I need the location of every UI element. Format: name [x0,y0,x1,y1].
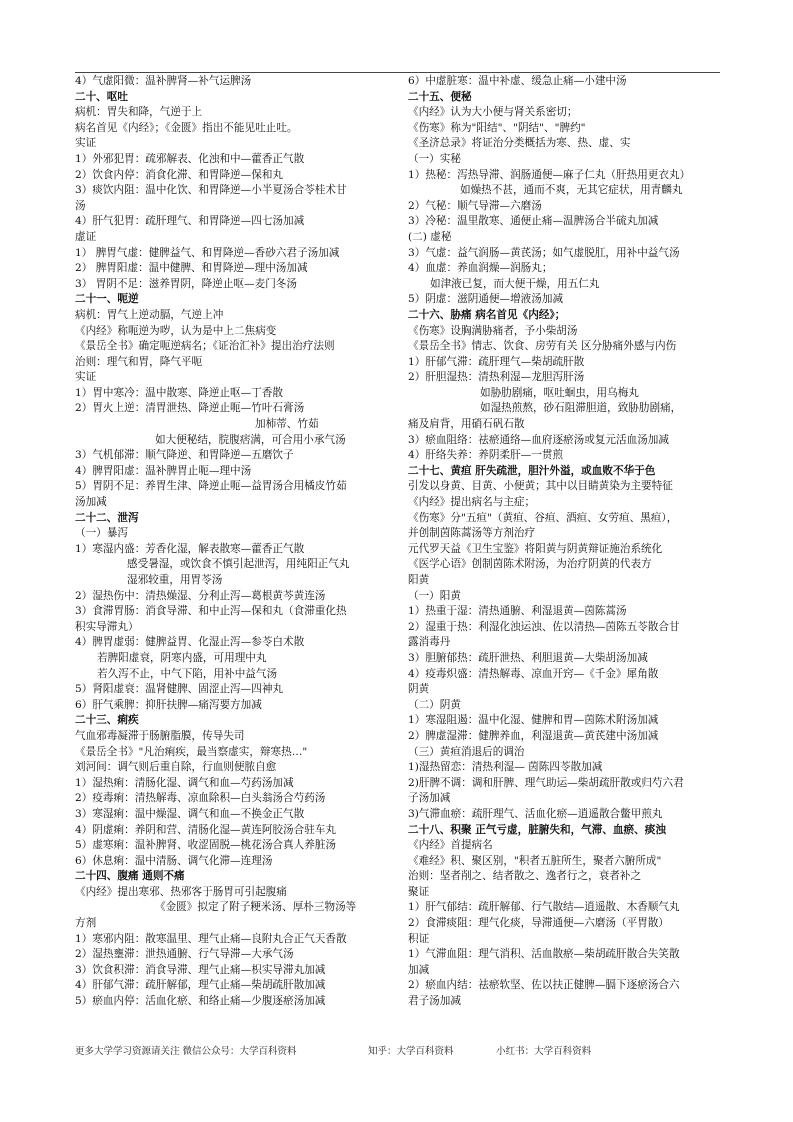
text-line: 3）气机郁滞：顺气降逆、和胃降逆—五磨饮子 [75,449,294,462]
text-line: 1）寒湿内盛：芳香化湿，解表散寒—藿香正气散 [75,542,305,555]
text-line: 3）瘀血阻络：祛瘀通络—血府逐瘀汤或复元活血汤加减 [408,433,669,446]
text-line: 《内经》提出病名与主症； [408,496,536,509]
text-line: 病机：胃失和降，气逆于上 [75,106,203,119]
text-line: 5）肾阳虚衰：温肾健脾、固涩止泻—四神丸 [75,683,284,696]
text-line: 气血邪毒凝滞于肠腑脂膜，传导失司 [75,729,245,742]
section-heading: 二十一、呃逆 [75,293,139,306]
text-line: 加减 [408,963,430,976]
text-line: 如大便秘结，脘腹痞满，可合用小承气汤 [155,433,346,446]
text-line: (二) 虚秘 [408,230,452,243]
text-line: 2）肝胆湿热：清热利湿—龙胆泻肝汤 [408,371,585,384]
text-line: 若脾阳虚衰，阴寒内盛，可用理中丸 [97,651,267,664]
text-line: （三）黄疸消退后的调治 [408,745,525,758]
text-line: 引发以身黄、目黄、小便黄；其中以目睛黄染为主要特征 [408,480,673,493]
text-line: 1） 脾胃气虚：健脾益气、和胃降逆—香砂六君子汤加减 [75,246,340,259]
text-line: 4）肝气犯胃：疏肝理气、和胃降逆—四七汤加减 [75,215,305,228]
text-line: 4）疫毒炽盛：清热解毒、凉血开窍—《千金》犀角散 [408,667,659,680]
text-line: 4）脾胃虚弱：健脾益胃、化湿止泻—参苓白术散 [75,636,305,649]
section-heading: 二十四、腹痛 通则不痛 [75,870,185,883]
section-heading: 二十八、积聚 正气亏虚，脏腑失和，气滞、血瘀、痰浊 [408,823,666,836]
text-line: 感受暑湿，或饮食不慎引起泄泻，用纯阳正气丸 [127,558,350,571]
text-line: 《内经》称呃逆为哕，认为是中上二焦病变 [75,324,277,337]
text-line: 1）热重于湿：清热通腑、利湿退黄—茵陈蒿汤 [408,605,627,618]
text-line: 4）肝络失养：养阴柔肝—一贯煎 [408,449,564,462]
text-line: 3）胆腑郁热：疏肝泄热、利胆退黄—大柴胡汤加减 [408,651,648,664]
text-line: 6）中虚脏寒：温中补虚、缓急止痛—小建中汤 [408,75,627,87]
text-line: 5）瘀血内停：活血化瘀、和络止痛—少腹逐瘀汤加减 [75,995,326,1008]
text-line: 1）热秘：泻热导滞、润肠通便—麻子仁丸（肝热用更衣丸） [408,168,691,181]
text-line: （二）阴黄 [408,698,461,711]
page-footer [75,1043,720,1057]
text-line: 《金匮》拟定了附子粳米汤、厚朴三物汤等 [155,901,357,914]
text-line: （一）暴泻 [75,527,128,540]
text-line: 2）气秘：顺气导滞—六磨汤 [408,199,542,212]
text-line: 4）阴虚痢：养阴和营、清肠化湿—黄连阿胶汤合驻车丸 [75,823,336,836]
text-line: 虚证 [75,230,97,243]
text-line: 2)肝脾不调：调和肝脾、理气助运—柴胡疏肝散或归芍六君 [408,776,684,789]
footer-xiaohongshu: 小红书：大学百科资料 [496,1046,592,1057]
text-line: （一）阳黄 [408,589,461,602]
text-line: 实证 [75,371,97,384]
text-line: 治则：坚者削之、结者散之、逸者行之，衰者补之 [408,870,642,883]
text-line: 《医学心语》创制茵陈术附汤，为治疗阴黄的代表方 [408,558,652,571]
text-line: 1）寒邪内阻：散寒温里、理气止痛—良附丸合正气天香散 [75,932,347,945]
text-line: （一）实秘 [408,152,461,165]
text-line: 1）肝郁气滞：疏肝理气—柴胡疏肝散 [408,355,585,368]
text-line: 4）血虚：养血润燥—润肠丸； [408,262,553,275]
text-line: 2）食滞痰阻：理气化痰，导滞通便—六磨汤（平胃散） [408,917,669,930]
section-heading: 二十三、痢疾 [75,714,139,727]
text-line: 加柿蒂、竹茹 [255,418,319,431]
text-line: 2）湿热壅滞：泄热通腑、行气导滞—大承气汤 [75,948,294,961]
text-line: 5）虚寒痢：温补脾肾、收涩固脱—桃花汤合真人养脏汤 [75,839,336,852]
text-line: 2） 脾胃阳虚：温中健脾、和胃降逆—理中汤加减 [75,262,308,275]
text-line: 积实导滞丸） [75,620,139,633]
footer-zhihu: 知乎：大学百科资料 [368,1046,454,1057]
section-heading: 二十五、便秘 [408,90,472,103]
text-line: 3）痰饮内阻：温中化饮、和胃降逆—小半夏汤合苓桂术甘 [75,184,347,197]
text-line: 子汤加减 [408,792,451,805]
text-line: 治则：理气和胃，降气平呃 [75,355,203,368]
text-line: 并创制茵陈蒿汤等方剂治疗 [408,527,536,540]
right-column [408,74,720,1010]
text-line: 3）饮食积滞：消食导滞、理气止痛—枳实导滞丸加减 [75,963,326,976]
text-line: 1）外邪犯胃：疏邪解表、化浊和中—藿香正气散 [75,152,305,165]
text-line: 1）寒湿阻遏：温中化湿、健脾和胃—茵陈术附汤加减 [408,714,659,727]
text-line: 2）湿重于热：利湿化浊运浊、佐以清热—茵陈五苓散合甘 [408,620,680,633]
text-line: 5）阴虚：滋阴通便—增液汤加减 [408,293,564,306]
text-line: 5）胃阴不足：养胃生津、降逆止呃—益胃汤合用橘皮竹茹 [75,480,347,493]
section-heading: 二十二、泄泻 [75,511,139,524]
left-column [75,74,405,1010]
text-line: 君子汤加减 [408,995,461,1008]
text-line: 1)湿热留恋：清热利湿— 茵陈四苓散加减 [408,761,603,774]
text-line: 4）脾胃阳虚：温补脾胃止呃—理中汤 [75,464,252,477]
section-heading: 二十六、胁痛 病名首见《内经》； [408,308,566,321]
text-line: 痛及肩背，用硝石矾石散 [408,418,525,431]
text-line: 汤 [75,199,86,212]
section-heading: 二十、呕吐 [75,90,128,103]
text-line: 《内经》认为大小便与肾关系密切； [408,106,578,119]
text-line: 如燥热不甚，通而不爽，无其它症状，用青麟丸 [460,184,683,197]
text-line: 2）饮食内停：消食化滞、和胃降逆—保和丸 [75,168,284,181]
text-line: 3）冷秘：温里散寒、通便止痛—温脾汤合半硫丸加减 [408,215,659,228]
text-line: 露消毒丹 [408,636,451,649]
text-line: 病名首见《内经》；《金匮》指出不能见吐止吐。 [75,121,298,134]
text-line: 《内经》提出寒邪、热邪客于肠胃可引起腹痛 [75,885,287,898]
text-line: 2）瘀血内结：祛瘀软坚、佐以扶正健脾—膈下逐瘀汤合六 [408,979,680,992]
text-line: 实证 [75,137,97,150]
footer-wechat: 更多大学学习资源请关注 微信公众号：大学百科资料 [75,1046,297,1057]
text-line: 聚证 [408,885,430,898]
text-line: 如津液已复，而大便干燥，用五仁丸 [430,277,600,290]
text-line: 《伤寒》分"五疸"（黄疸、谷疸、酒疸、女劳疸、黑疸）， [408,511,678,524]
text-line: 《景岳全书》"凡治痢疾，最当察虚实，辩寒热…" [75,745,308,758]
text-line: 2）疫毒痢：清热解毒、凉血除积—白头翁汤合芍药汤 [75,792,326,805]
text-line: 如湿热煎熬，砂石阻滞胆道，致胁肋剧痛， [480,402,682,415]
text-line: 《伤寒》设胸满胁痛者，予小柴胡汤 [408,324,578,337]
text-line: 2）胃火上逆：清胃泄热、降逆止呃—竹叶石膏汤 [75,402,305,415]
text-line: 1）湿热痢：清肠化湿、调气和血—芍药汤加减 [75,776,294,789]
text-line: 如胁肋剧痛，呕吐蛔虫，用乌梅丸 [480,386,639,399]
text-line: 病机：胃气上逆动膈，气逆上冲 [75,308,224,321]
text-line: 1）肝气郁结：疏肝解郁、行气散结—逍遥散、木香顺气丸 [408,901,680,914]
text-line: 2）湿热伤中：清热燥湿、分利止泻—葛根黄芩黄连汤 [75,589,326,602]
text-line: 2）脾虚湿滞：健脾养血，利湿退黄—黄芪建中汤加减 [408,729,659,742]
text-line: 1）气滞血阻：理气消积、活血散瘀—柴胡疏肝散合失笑散 [408,948,680,961]
text-line: 《景岳全书》确定呃逆病名；《证治汇补》提出治疗法则 [75,340,335,353]
text-line: 《圣济总录》将证治分类概括为寒、热、虚、实 [408,137,631,150]
text-line: 3）气虚：益气润肠—黄芪汤；如气虚脱肛，用补中益气汤 [408,246,680,259]
text-line: 《内经》首提病名 [408,839,493,852]
text-line: 4）气虚阳微：温补脾肾—补气运脾汤 [75,75,252,87]
header-rule [75,72,720,73]
text-line: 汤加减 [75,496,107,509]
text-line: 6）肝气乘脾：抑肝扶脾—痛泻要方加减 [75,698,262,711]
text-line: 3）寒湿痢：温中燥湿、调气和血—不换金正气散 [75,807,305,820]
text-line: 《难经》积、聚区别，"积者五脏所生，聚者六腑所成" [408,854,662,867]
text-line: 阳黄 [408,574,430,586]
text-line: 阴黄 [408,683,430,696]
text-line: 元代罗天益《卫生宝鉴》将阳黄与阴黄辩证施治系统化 [408,542,663,555]
text-line: 3）食滞胃肠：消食导滞、和中止泻—保和丸（食滞重化热 [75,605,347,618]
text-line: 方剂 [75,917,97,930]
text-line: 湿邪较重，用胃苓汤 [127,574,223,586]
section-heading: 二十七、黄疸 肝失疏泄，胆汁外溢，或血败不华于色 [408,464,656,477]
text-line: 4）肝郁气滞：疏肝解郁，理气止痛—柴胡疏肝散加减 [75,979,326,992]
text-line: 刘河间：调气则后重自除，行血则便脓自愈 [75,761,277,774]
text-line: 3） 胃阴不足：滋养胃阴，降逆止呕—麦门冬汤 [75,277,297,290]
text-line: 6）休息痢：温中清肠、调气化滞—连理汤 [75,854,273,867]
text-line: 《景岳全书》情志、饮食、房劳有关 区分胁痛外感与内伤 [408,340,677,353]
text-line: 3)气滞血瘀：疏肝理气、活血化瘀—逍遥散合鳖甲煎丸 [408,807,663,820]
text-line: 1）胃中寒冷：温中散寒、降逆止呕—丁香散 [75,386,284,399]
text-line: 积证 [408,932,430,945]
text-line: 若久泻不止，中气下陷，用补中益气汤 [97,667,278,680]
text-line: 《伤寒》称为"阳结"、"阴结"、"脾约" [408,121,586,134]
